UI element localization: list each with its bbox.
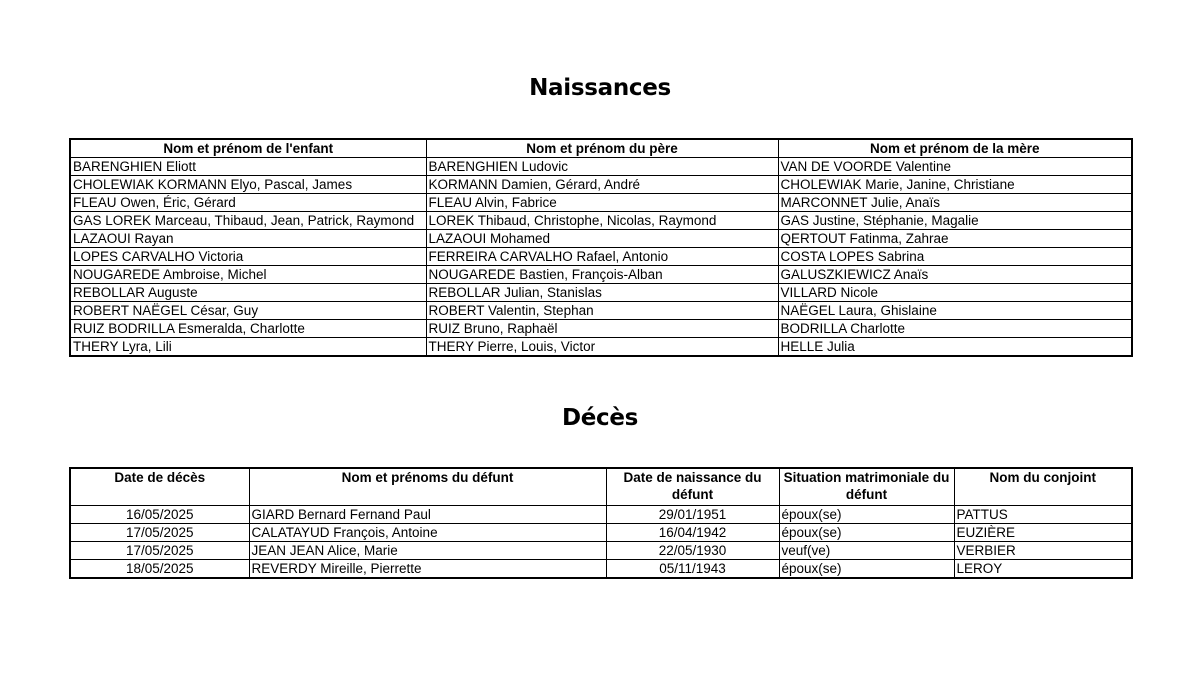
header-pere: Nom et prénom du père xyxy=(426,139,778,158)
table-row xyxy=(70,542,1132,560)
deceased-name: JEAN JEAN Alice, Marie xyxy=(249,542,606,560)
table-row xyxy=(70,212,1132,230)
father-name: ROBERT Valentin, Stephan xyxy=(426,302,778,320)
table-row xyxy=(70,320,1132,338)
birth-date: 29/01/1951 xyxy=(606,506,779,524)
marital-status: époux(se) xyxy=(779,506,954,524)
table-row xyxy=(70,302,1132,320)
deceased-name: GIARD Bernard Fernand Paul xyxy=(249,506,606,524)
death-date: 18/05/2025 xyxy=(70,560,249,579)
deces-header-row xyxy=(70,468,1132,506)
header-date-naissance: Date de naissance du défunt xyxy=(606,468,779,506)
header-conjoint: Nom du conjoint xyxy=(954,468,1132,506)
marital-status: veuf(ve) xyxy=(779,542,954,560)
table-row xyxy=(70,284,1132,302)
death-date: 16/05/2025 xyxy=(70,506,249,524)
spouse-name: VERBIER xyxy=(954,542,1132,560)
father-name: NOUGAREDE Bastien, François-Alban xyxy=(426,266,778,284)
mother-name: VILLARD Nicole xyxy=(778,284,1132,302)
father-name: LAZAOUI Mohamed xyxy=(426,230,778,248)
deceased-name: REVERDY Mireille, Pierrette xyxy=(249,560,606,579)
table-row xyxy=(70,230,1132,248)
child-name: RUIZ BODRILLA Esmeralda, Charlotte xyxy=(70,320,426,338)
father-name: RUIZ Bruno, Raphaël xyxy=(426,320,778,338)
table-row xyxy=(70,524,1132,542)
birth-date: 22/05/1930 xyxy=(606,542,779,560)
father-name: KORMANN Damien, Gérard, André xyxy=(426,176,778,194)
mother-name: HELLE Julia xyxy=(778,338,1132,357)
child-name: REBOLLAR Auguste xyxy=(70,284,426,302)
father-name: BARENGHIEN Ludovic xyxy=(426,158,778,176)
mother-name: MARCONNET Julie, Anaïs xyxy=(778,194,1132,212)
child-name: LAZAOUI Rayan xyxy=(70,230,426,248)
deces-title: Décès xyxy=(561,405,639,431)
father-name: FLEAU Alvin, Fabrice xyxy=(426,194,778,212)
deces-table xyxy=(69,467,1133,579)
spouse-name: EUZIÈRE xyxy=(954,524,1132,542)
mother-name: QERTOUT Fatinma, Zahrae xyxy=(778,230,1132,248)
table-row xyxy=(70,194,1132,212)
father-name: REBOLLAR Julian, Stanislas xyxy=(426,284,778,302)
marital-status: époux(se) xyxy=(779,524,954,542)
table-row xyxy=(70,266,1132,284)
marital-status: époux(se) xyxy=(779,560,954,579)
table-row xyxy=(70,506,1132,524)
child-name: NOUGAREDE Ambroise, Michel xyxy=(70,266,426,284)
mother-name: VAN DE VOORDE Valentine xyxy=(778,158,1132,176)
death-date: 17/05/2025 xyxy=(70,524,249,542)
mother-name: BODRILLA Charlotte xyxy=(778,320,1132,338)
spouse-name: LEROY xyxy=(954,560,1132,579)
mother-name: GAS Justine, Stéphanie, Magalie xyxy=(778,212,1132,230)
father-name: FERREIRA CARVALHO Rafael, Antonio xyxy=(426,248,778,266)
father-name: LOREK Thibaud, Christophe, Nicolas, Raymond xyxy=(426,212,778,230)
naissances-title: Naissances xyxy=(529,75,671,101)
child-name: GAS LOREK Marceau, Thibaud, Jean, Patrick, Raymond xyxy=(70,212,426,230)
child-name: BARENGHIEN Eliott xyxy=(70,158,426,176)
death-date: 17/05/2025 xyxy=(70,542,249,560)
header-nom-defunt: Nom et prénoms du défunt xyxy=(249,468,606,506)
table-row xyxy=(70,560,1132,579)
child-name: ROBERT NAËGEL César, Guy xyxy=(70,302,426,320)
header-situation: Situation matrimoniale du défunt xyxy=(779,468,954,506)
table-row xyxy=(70,176,1132,194)
mother-name: GALUSZKIEWICZ Anaïs xyxy=(778,266,1132,284)
birth-date: 16/04/1942 xyxy=(606,524,779,542)
header-enfant: Nom et prénom de l'enfant xyxy=(70,139,426,158)
birth-date: 05/11/1943 xyxy=(606,560,779,579)
header-mere: Nom et prénom de la mère xyxy=(778,139,1132,158)
mother-name: CHOLEWIAK Marie, Janine, Christiane xyxy=(778,176,1132,194)
mother-name: NAËGEL Laura, Ghislaine xyxy=(778,302,1132,320)
deceased-name: CALATAYUD François, Antoine xyxy=(249,524,606,542)
child-name: FLEAU Owen, Éric, Gérard xyxy=(70,194,426,212)
naissances-header-row xyxy=(70,139,1132,158)
child-name: CHOLEWIAK KORMANN Elyo, Pascal, James xyxy=(70,176,426,194)
child-name: THERY Lyra, Lili xyxy=(70,338,426,357)
header-date-deces: Date de décès xyxy=(70,468,249,506)
table-row xyxy=(70,248,1132,266)
table-row xyxy=(70,338,1132,357)
child-name: LOPES CARVALHO Victoria xyxy=(70,248,426,266)
father-name: THERY Pierre, Louis, Victor xyxy=(426,338,778,357)
table-row xyxy=(70,158,1132,176)
naissances-table xyxy=(69,138,1133,357)
mother-name: COSTA LOPES Sabrina xyxy=(778,248,1132,266)
spouse-name: PATTUS xyxy=(954,506,1132,524)
